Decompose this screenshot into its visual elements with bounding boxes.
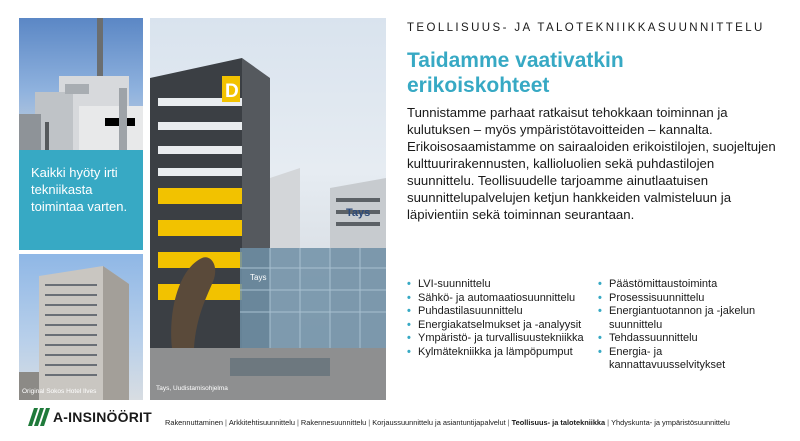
list-item: • Kylmätekniikka ja lämpöpumput bbox=[407, 345, 573, 358]
list-item: • Energia- ja kannattavuusselvitykset bbox=[598, 345, 726, 371]
services-list-left bbox=[407, 278, 592, 359]
hotel-illustration bbox=[19, 254, 143, 400]
footer-link-teollisuus-active[interactable]: Teollisuus- ja talotekniikka bbox=[511, 418, 606, 427]
tagline-text: Kaikki hyöty irti tekniikasta toimintaa varten. bbox=[31, 165, 128, 214]
list-item: • LVI-suunnittelu bbox=[407, 278, 491, 290]
footer-link-rakennesuunnittelu[interactable]: Rakennesuunnittelu bbox=[300, 418, 367, 427]
footer-separator: | bbox=[297, 418, 299, 427]
footer-link-yhdyskunta[interactable]: Yhdyskunta- ja ympäristösuunnittelu bbox=[611, 418, 730, 427]
footer-link-arkkitehtisuunnittelu[interactable]: Arkkitehtisuunnittelu bbox=[228, 418, 295, 427]
bullet-icon: • bbox=[407, 345, 411, 358]
list-item: • Energiakatselmukset ja -analyysit bbox=[407, 318, 582, 331]
bullet-icon: • bbox=[598, 345, 602, 358]
hospital-photo bbox=[150, 18, 386, 400]
tagline-box bbox=[19, 150, 143, 250]
bullet-icon: • bbox=[407, 291, 411, 304]
building-brand-text: Tays bbox=[346, 207, 371, 219]
hotel-photo-caption: Original Sokos Hotel Ilves bbox=[22, 388, 97, 395]
footer-link-rakennuttaminen[interactable]: Rakennuttaminen bbox=[165, 418, 223, 427]
logo-wordmark: A-INSINÖÖRIT bbox=[53, 409, 152, 425]
list-item: • Päästömittaustoiminta bbox=[598, 278, 718, 290]
page-title: Taidamme vaativatkin erikoiskohteet bbox=[407, 49, 624, 97]
bullet-icon: • bbox=[407, 305, 411, 317]
list-item: • Energiantuotannon ja -jakelun suunnittelu bbox=[598, 305, 756, 331]
list-item: • Ympäristö- ja turvallisuustekniikka bbox=[407, 332, 584, 344]
footer-separator: | bbox=[507, 418, 510, 427]
logo-mark-icon bbox=[28, 408, 50, 426]
footer-separator: | bbox=[368, 418, 371, 427]
intro-paragraph: Tunnistamme parhaat ratkaisut tehokkaan toiminnan ja kulutuksen – myös ympäristötavoitteiden – kannalta. Erikoisosaamistamme on sairaaloiden erikoistilojen, suojeltujen kulttuurirakennusten, kallioluolien sekä puhdastilojen suunnittelu. Teollisuudelle tarjoamme ainutlaatuisen suunnittelupalvelujen ketjun hankkeiden valmisteluun ja läpivientiin sekä toiminnan seurantaan. bbox=[407, 105, 776, 222]
bullet-icon: • bbox=[407, 332, 411, 344]
bullet-icon: • bbox=[598, 291, 602, 304]
bullet-icon: • bbox=[598, 305, 602, 317]
footer-nav bbox=[165, 418, 730, 427]
power-plant-illustration bbox=[19, 18, 143, 150]
bullet-icon: • bbox=[407, 278, 411, 290]
services-list-right bbox=[598, 278, 778, 373]
company-logo[interactable] bbox=[28, 408, 152, 426]
bullet-icon: • bbox=[598, 278, 602, 290]
hotel-photo bbox=[19, 254, 143, 400]
power-plant-photo bbox=[19, 18, 143, 150]
list-item: • Sähkö- ja automaatiosuunnittelu bbox=[407, 291, 576, 304]
footer-link-korjaussuunnittelu[interactable]: Korjaussuunnittelu ja asiantuntijapalvelut bbox=[372, 418, 506, 427]
section-kicker: TEOLLISUUS- JA TALOTEKNIIKKASUUNNITTELU bbox=[407, 22, 765, 34]
atrium-sign-text: Tays bbox=[250, 273, 267, 282]
bullet-icon: • bbox=[407, 318, 411, 331]
hospital-illustration bbox=[150, 18, 386, 400]
list-item: • Tehdassuunnittelu bbox=[598, 332, 698, 344]
footer-separator: | bbox=[607, 418, 610, 427]
list-item: • Puhdastilasuunnittelu bbox=[407, 305, 523, 317]
footer-separator: | bbox=[224, 418, 227, 427]
bullet-icon: • bbox=[598, 332, 602, 344]
hospital-photo-caption: Tays, Uudistamisohjelma bbox=[156, 385, 228, 392]
list-item: • Prosessisuunnittelu bbox=[598, 291, 705, 304]
building-sign-letter: D bbox=[225, 81, 239, 102]
